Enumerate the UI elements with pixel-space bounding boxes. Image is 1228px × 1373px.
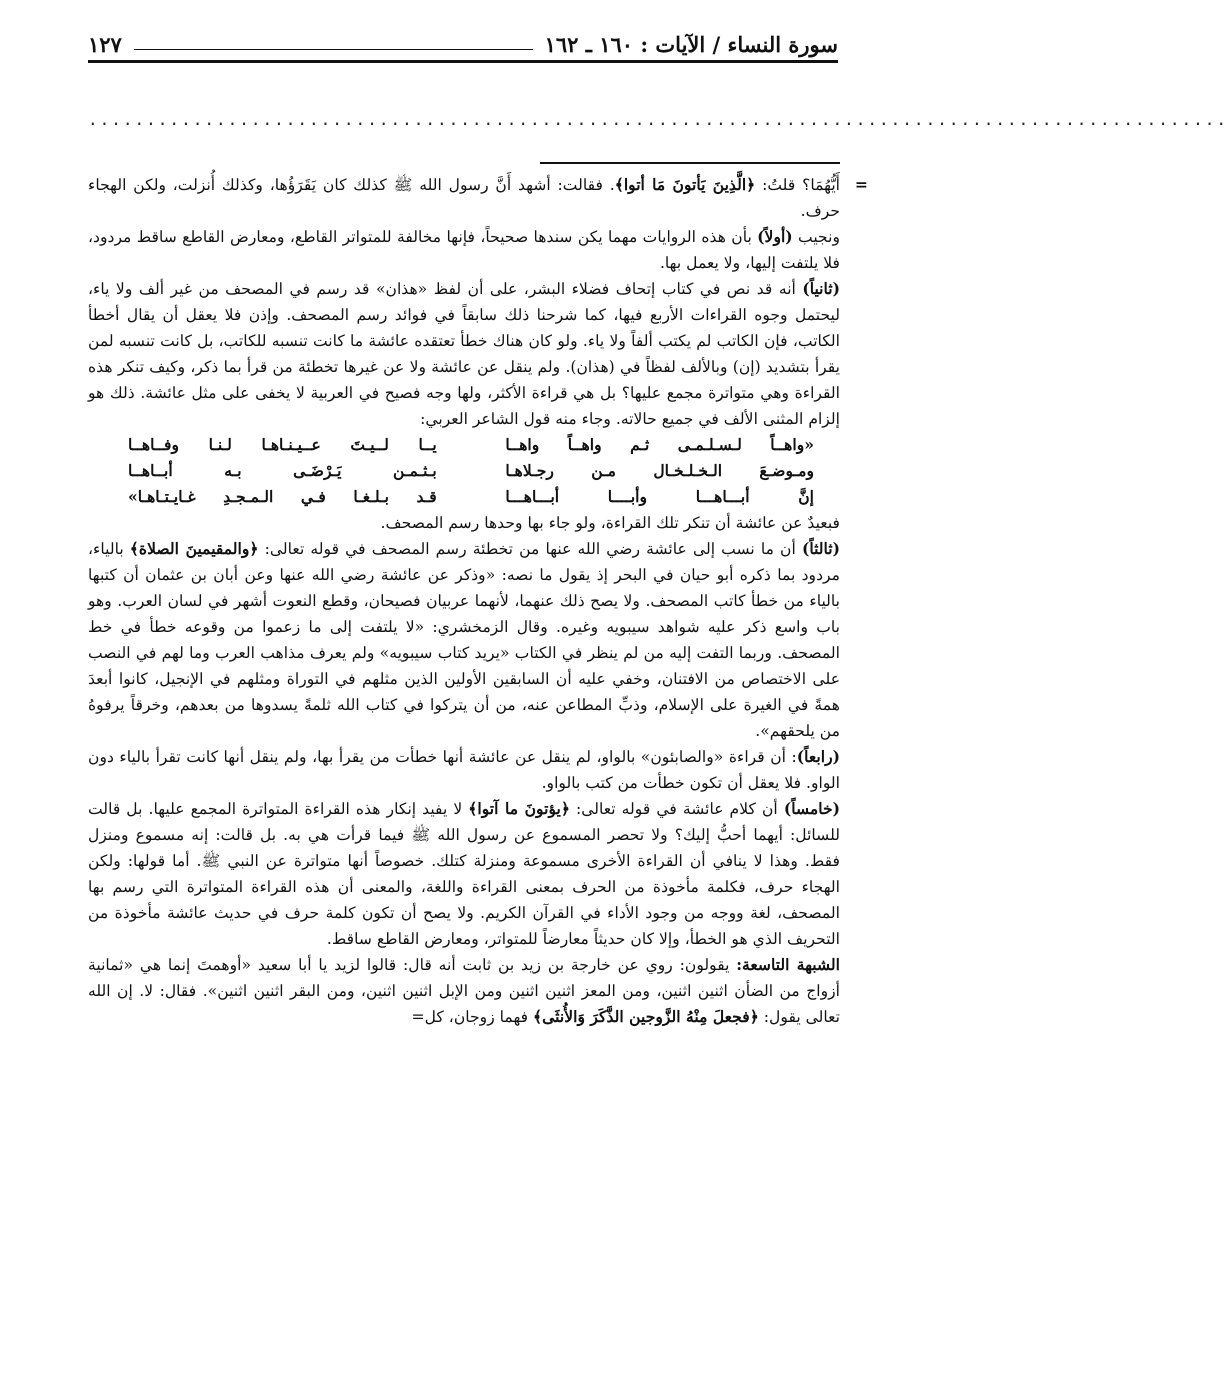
point-label: (خامساً) bbox=[783, 799, 840, 818]
verse-second-half: يــا لــيـتَ عــيـنـاهـا لـنـا وفــاهــا bbox=[128, 435, 437, 454]
verse-first-half: ومـوضـعَ الـخـلـخـال مـن رجـلاهـا bbox=[505, 461, 814, 480]
poem-verse bbox=[128, 458, 814, 484]
header-rule bbox=[134, 49, 533, 50]
dotted-separator: .................................................................................................. bbox=[88, 110, 1228, 129]
point-label: (أولاً) bbox=[757, 227, 793, 246]
verse-second-half: بـثـمـن يَـرْضَـى بـه أبــاهــا bbox=[128, 461, 437, 480]
paragraph-7: (خامساً) أن كلام عائشة في قوله تعالى: ﴿يؤتونَ ما آتوا﴾ لا يفيد إنكار هذه القراءة المتواترة المجمع عليها. بل قالت للسائل: أيهما أحبُّ إليك؟ ولا تحصر المسموع عن رسول الله ﷺ فيما قرأت هي به. بل قالت: إنه مسموع ومنزل فقط. وهذا لا ينافي أن القراءة الأخرى مسموعة ومنزلة كتلك. خصوصاً أنها متواترة عن النبي ﷺ. أما قولها: ولكن الهجاء حرف، فكلمة مأخوذة من الحرف بمعنى القراءة واللغة، والمعنى أن هذه القراءة المتواترة التي رسم بها المصحف، لغة ووجه من وجود الأداء في القرآن الكريم. ولا يصح أن تكون كلمة حرف في حديث عائشة مأخوذة من التحريف الذي هو الخطأ، وإلا كان حديثاً معارضاً للمتواتر، ومعارض القاطع ساقط. bbox=[88, 799, 840, 948]
section-label: الشبهة التاسعة: bbox=[736, 955, 840, 974]
point-label: (رابعاً) bbox=[796, 747, 840, 766]
quran-quote: ﴿والمقيمينَ الصلاة﴾ bbox=[129, 539, 259, 558]
verse-second-half: قـد بـلـغـا فـي الـمـجـدِ غـايـتـاهـا» bbox=[128, 487, 437, 506]
paragraph-1: أَيُّهُمَا؟ قلتُ: ﴿الَّذِينَ يَأتونَ مَا أتوا﴾. فقالت: أشهد أَنَّ رسول الله ﷺ كذلك كان يَقَرَؤُها، وكذلك أُنزلت، ولكن الهجاء حرف. bbox=[88, 175, 840, 220]
quran-quote: ﴿يؤتونَ ما آتوا﴾ bbox=[468, 799, 570, 818]
quran-quote: ﴿الَّذِينَ يَأتونَ مَا أتوا﴾ bbox=[614, 175, 756, 194]
paragraph-5: (ثالثاً) أن ما نسب إلى عائشة رضي الله عنها من تخطئة رسم المصحف في قوله تعالى: ﴿والمقيمينَ الصلاة﴾ بالياء، مردود بما ذكره أبو حيان في البحر إذ يقول ما نصه: «وذكر عن عائشة رضي الله عنها وعن أبان بن عثمان أن كتبها بالياء من خطأ كاتب المصحف. ولا يصح ذلك عنهما، لأنهما عربيان فصيحان، وقطع النعوت أشهر في لسان العرب. وهو باب واسع ذكر عليه شواهد سيبويه وغيره. وقال الزمخشري: «لا يلتفت إلى ما زعموا من وقوعه خطأ في خط المصحف. وربما التفت إليه من لم ينظر في الكتاب «يريد كتاب سيبويه» ولم يعرف مذاهب العرب وما لهم في النصب على الاختصاص من الافتنان، وخفي عليه أن السابقين الأولين الذين مثلهم في التوراة ومثلهم في الإنجيل، كانوا أبعدَ همةً في الغيرة على الإسلام، وذبِّ المطاعن عنه، من أن يتركوا في كتاب الله ثلمةً يسدوها من بعدهم، وخرقاً يرفوهُ من يلحقهم». bbox=[88, 539, 841, 740]
continuation-mark: = bbox=[854, 175, 868, 194]
point-label: (ثالثاً) bbox=[801, 539, 841, 558]
poem-verse bbox=[128, 484, 814, 510]
footnote-rule bbox=[540, 162, 840, 164]
paragraph-3: (ثانياً) أنه قد نص في كتاب إتحاف فضلاء البشر، على أن لفظ «هذان» قد رسم في المصحف من غير ألف ولا ياء، ليحتمل وجوه القراءات الأربع فيها، كما شرحنا ذلك سابقاً في فوائد رسم المصحف. وإذن فلا يعقل أن يقال أخطأ الكاتب، فإن الكاتب لم يكتب ألفاً ولا ياء. ولو كان هناك خطأ تعتقده عائشة ما كانت تنسبه للكاتب، بل كانت تنسبه لمن يقرأ بتشديد (إن) وبالألف لفظاً في (هذان). ولم ينقل عن عائشة ولا عن غيرها تخطئة من قرأ بما ذكر، وكيف تنكر هذه القراءة وهي متواترة مجمع عليها؟ بل هي قراءة الأكثر، ولها وجه فصيح في العربية لا يخفى على مثل عائشة. ذلك هو إلزام المثنى الألف في جميع حالاته. وجاء منه قول الشاعر العربي: bbox=[88, 279, 840, 428]
paragraph-8: الشبهة التاسعة: يقولون: روي عن خارجة بن زيد بن ثابت أنه قال: قالوا لزيد يا أبا سعيد «أوهمتَ إنما هي «ثمانية أزواج من الضأن اثنين اثنين، ومن المعز اثنين اثنين ومن الإبل اثنين اثنين، ومن البقر اثنين اثنين». فقال: لا. إن الله تعالى يقول: ﴿فجعلَ مِنْهُ الزَّوجين الذَّكَرَ وَالأُنثَى﴾ فهما زوجان، كل= bbox=[88, 955, 840, 1026]
point-label: (ثانياً) bbox=[802, 279, 840, 298]
quran-quote: ﴿فجعلَ مِنْهُ الزَّوجين الذَّكَرَ وَالأُنثَى﴾ bbox=[533, 1007, 759, 1026]
footnote-text bbox=[88, 172, 868, 1030]
verse-first-half: إنَّ أبـــاهـــا وأبــــا أبـــاهـــا bbox=[505, 487, 814, 506]
verse-first-half: «واهــاً لـسـلـمـى ثـم واهــاً واهــا bbox=[505, 435, 814, 454]
paragraph-6: (رابعاً): أن قراءة «والصابئون» بالواو، لم ينقل عن عائشة أنها خطأت من يقرأ بها، ولم ينقل أنها كانت تقرأ بالياء دون الواو. فلا يعقل أن تكون خطأت من كتب بالواو. bbox=[88, 747, 840, 792]
paragraph-2: ونجيب (أولاً) بأن هذه الروايات مهما يكن سندها صحيحاً، فإنها مخالفة للمتواتر القاطع، ومعارض القاطع ساقط مردود، فلا يلتفت إليها، ولا يعمل بها. bbox=[88, 227, 840, 272]
poem-verse bbox=[128, 432, 814, 458]
surah-title: سورة النساء / الآيات : ١٦٠ ـ ١٦٢ bbox=[544, 32, 838, 57]
page-number: ١٢٧ bbox=[88, 32, 122, 57]
paragraph-4: فبعيدٌ عن عائشة أن تنكر تلك القراءة، ولو جاء بها وحدها رسم المصحف. bbox=[380, 514, 840, 532]
page-header bbox=[88, 22, 838, 63]
